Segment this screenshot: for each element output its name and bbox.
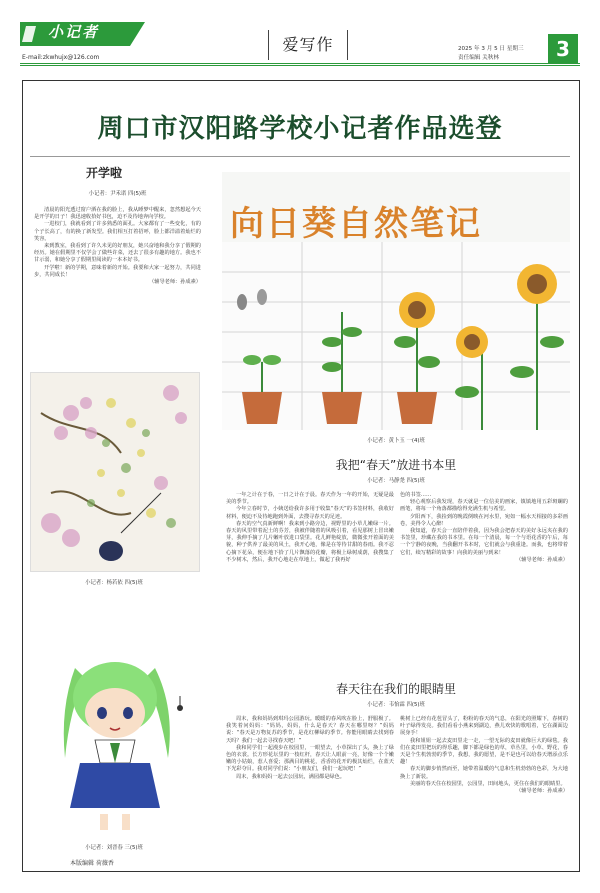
article-2-author: 小记者：马静尧 四(5)班 (367, 478, 425, 484)
article-1 (30, 164, 205, 286)
article-2-paragraph: 春天的空气真新鲜啊！我来到小路旁边，视野里的小草儿嫩绿一片。春天的风里带着泥土的芬芳，我被伴随着的风吸引着，看见那树上冒出嫩芽，我伸手摘了几片嫩叶放进口袋里。花儿鲜艳绽放，微微张开着面的美貌，种子供养了最美的风土，我开心地，像是在等待甘甜的春雨。我不忍心摘下花朵，便在地下拾了几片飘落的花瓣，将极上绿树成荫，我搜集了不少树木，然后，我开心地走在草地上，做起了我再好 (226, 520, 394, 563)
article-3-paragraph: 周末，我和妈妈到琪玛公园游玩。暖暖的春风吹在脸上，舒服极了。我笑着问妈妈：“妈妈，妈妈，什么是春天？春天在哪里呀？”妈妈说：“春天是万物复苏的季节，是花红柳绿的季节。你能用眼睛去找到春天吗？我们一起去寻找春天吧！” (226, 716, 394, 744)
article-1-author: 小记者：尹禾诺 四(5)班 (88, 191, 147, 197)
article-3-paragraph: 我和姐姐一起去麦田里走一走，一望无际的麦田就像巨大的绿毯。我们在麦田里把玩的得乐趣，脚下都是绿色的草，草丛里，小草、野花，春天是个生机勃勃的季节，我想，我的愿望，是不是也可以给春天增添点乐趣！ (400, 737, 568, 766)
title-rule (30, 156, 570, 157)
column-title: 爱写作 (282, 35, 334, 54)
article-2-paragraph: 夕阳西下，我捡到的晚霞倒映在河水里，宛如一幅水天相接的多彩画卷，美得令人心醉！ (400, 513, 568, 527)
article-2-col2 (400, 492, 568, 564)
article-3-teacher: （辅导老师：孙成素） (516, 788, 568, 795)
article-3-col1 (226, 716, 394, 781)
article-3-paragraph: 桃树上已经有花苞冒头了，粉粉的春天的气息，在阳光的照耀下，春树的叶子绿得发亮。我们看看小燕来到湖边，燕儿欢快的歌唱着，它在湖面边展身手！ (400, 716, 568, 737)
article-1-paragraph: 开学啦！新的学期，意味着新的开始。我要和大家一起努力，共同进步，共同成长！ (34, 264, 201, 278)
header-rule (20, 63, 580, 64)
article-2-paragraph: 色的书签…… (400, 492, 432, 498)
article-1-title: 开学啦 (86, 166, 123, 180)
page-number-badge (548, 34, 578, 64)
flower-painting (30, 372, 200, 572)
column-title-box (268, 30, 348, 60)
article-3-paragraph: 周末，我和妈妈一起去公园玩，满园都是绿色。 (236, 773, 345, 780)
article-1-teacher: （辅导老师：孙成素） (149, 279, 201, 286)
girl-drawing (30, 648, 198, 838)
sunflower-artwork (222, 172, 570, 430)
article-2-paragraph: 今年立春时节，小姨送给我许多用于收集“春天”的书签材料，我收好材料，便迫不及待地跑到外面，去搜寻春天的足迹。 (226, 506, 394, 520)
header-rule-thin (20, 65, 580, 66)
article-2-teacher: （辅导老师：孙成素） (516, 556, 568, 563)
email-line: E-mail:zkwhujx@126.com (22, 54, 100, 61)
section-name: 小记者 (48, 23, 100, 41)
article-3-paragraph: 美丽的春天住在校园里，公园里，田间地头，更住在我们的眼睛里。 (410, 780, 566, 787)
header-date: 2025 年 3 月 5 日 星期三 (458, 46, 524, 52)
article-2-col1 (226, 492, 394, 564)
header-editor: 责任编辑 关秋林 (458, 55, 499, 61)
article-2-title: 我把“春天”放进书本里 (335, 458, 457, 472)
article-2-paragraph: 轻心观察后我发现，春天就是一位信美的画家，镇镇地用五彩斑斓的画笔，将每一个角落都描绘得充满生机与希望。 (400, 499, 568, 513)
article-1-paragraph: 来到教室，我看到了许久未见的好朋友，她兴奋地和我分享了假期的经历。她在假期里不仅学会了做些许菜，还去了很多有趣的地方。我也不甘示弱，和她分享了假期里阅读的一本本好书。 (34, 243, 201, 264)
article-3-title: 春天往在我们的眼睛里 (335, 682, 456, 696)
sunflower-title: 向日葵自然笔记 (230, 204, 482, 244)
article-2-paragraph: 我知道，春天会一直陪伴着我，因为我会把春天的美好永远夹在我的书签里，珍藏在我的书本里。在每一个清晨，每一个与语花香的午后，每一个宁静的夜晚，当我翻开书本时，它们就会与我重逢。而我，也将带着它们，续写精彩的故事！向我的美丽与到来！ (400, 528, 568, 556)
main-title: 周口市汉阳路学校小记者作品选登 (97, 114, 503, 144)
header-bar (0, 0, 600, 80)
footer-editor: 本版编辑 荷薇香 (70, 860, 114, 867)
article-1-paragraph: 一进校门，我就看到了许多熟悉的面孔。大家都有了一些变化，有的个子长高了，有的换了新发型。我们相互打着招呼，脸上都洋溢着灿烂的笑容。 (34, 221, 201, 242)
article-3-paragraph: 我和同学们一起漫步在校园里，一眼望去，小草探出了头，换上了绿色的衣裳。长方形花坛里的一枝红杆，春天让人眼前一亮，好像一个个嫩嫩的小姑娘，惹人喜爱；那满目的桃花，香香的花开的极其灿烂，在蓝天下光彩夺目。我对同学们说：“小朋友们，我们一起玩吧！” (226, 744, 394, 773)
page-number: 3 (556, 37, 570, 61)
flower-caption: 小记者：杨若依 四(5)班 (85, 580, 143, 586)
sunflower-caption: 小记者：黄卜玉 一(4)班 (367, 438, 425, 444)
article-1-paragraph: 清晨的阳光透过窗户洒在我的脸上，我从睡梦中醒来，忽然想起今天是开学的日子！我迅速收拾好书包，迫不及待地奔向学校。 (34, 207, 201, 221)
girl-caption: 小记者：刘晋春 三(5)班 (85, 845, 143, 851)
article-3-author: 小记者：韦怡霖 四(5)班 (367, 702, 425, 708)
article-3-paragraph: 春天的脚步悄然而至，她带着温暖的气息和生机勃勃的色彩，为大地换上了新装。 (400, 766, 568, 780)
article-3-col2 (400, 716, 568, 795)
article-2-paragraph: 一年之计在于春，一日之计在于晨。春天作为一年的开始，无疑是最美的季节。 (226, 492, 394, 506)
